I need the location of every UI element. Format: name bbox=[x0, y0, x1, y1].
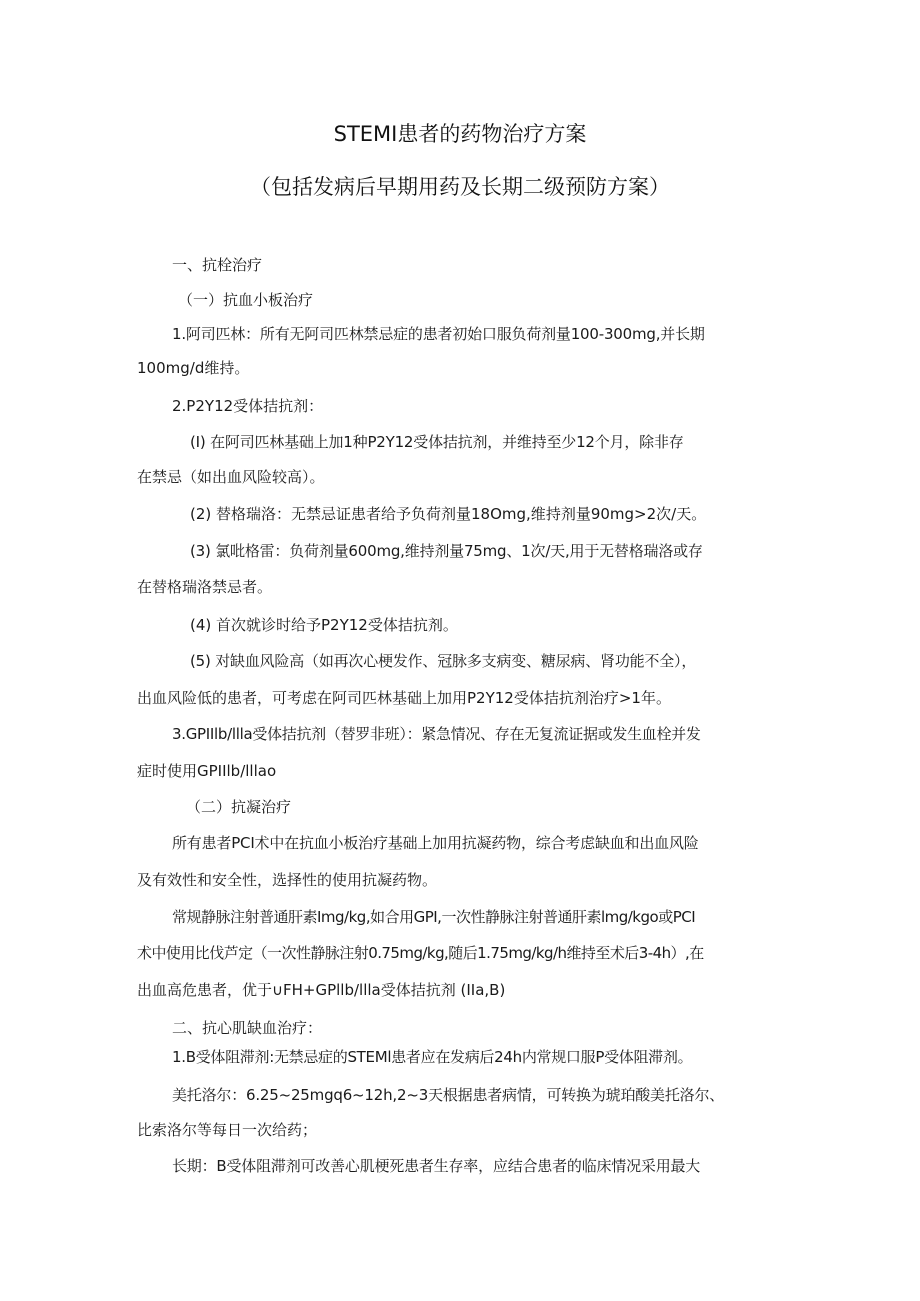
section-heading-anti-ischemia: 二、抗心肌缺血治疗： bbox=[172, 1019, 323, 1037]
paragraph-line: 100mg/d维持。 bbox=[137, 359, 250, 377]
paragraph-line: 出血高危患者，优于∪FH+GPllb/llla受体拮抗剂 (IIa,B) bbox=[137, 981, 506, 999]
paragraph-line: 3.GPIIlb/llla受体拮抗剂（替罗非班）：紧急情况、存在无复流证据或发生血栓并发 bbox=[172, 725, 701, 743]
paragraph-line: 症时使用GPIIlb/lllao bbox=[137, 762, 277, 780]
paragraph-line: (I) 在阿司匹林基础上加1种P2Y12受体拮抗剂，并维持至少12个月，除非存 bbox=[190, 433, 684, 451]
paragraph-line: 所有患者PCI术中在抗血小板治疗基础上加用抗凝药物，综合考虑缺血和出血风险 bbox=[172, 834, 699, 852]
paragraph-line: 长期：B受体阻滞剂可改善心肌梗死患者生存率，应结合患者的临床情况采用最大 bbox=[172, 1157, 701, 1175]
paragraph-line: 术中使用比伐芦定（一次性静脉注射0.75mg∕kg,随后1.75mg/kg/h维持至术后3-4h）,在 bbox=[137, 944, 704, 962]
paragraph-line: 在替格瑞洛禁忌者。 bbox=[137, 578, 273, 596]
section-heading-antithrombotic: 一、抗栓治疗 bbox=[172, 256, 263, 274]
paragraph-line: (5) 对缺血风险高（如再次心梗发作、冠脉多支病变、糖尿病、肾功能不全）， bbox=[190, 652, 697, 670]
paragraph-line: 在禁忌（如出血风险较高）。 bbox=[137, 468, 325, 486]
paragraph-line: 及有效性和安全性，选择性的使用抗凝药物。 bbox=[137, 871, 438, 889]
document-subtitle: （包括发病后早期用药及长期二级预防方案） bbox=[250, 175, 670, 199]
paragraph-line: 美托洛尔：6.25~25mgq6~12h,2~3天根据患者病情，可转换为琥珀酸美托洛尔、 bbox=[172, 1086, 725, 1104]
paragraph-line: (3) 氯吡格雷：负荷剂量600mg,维持剂量75mg、1次/天,用于无替格瑞洛或存 bbox=[190, 542, 703, 560]
paragraph-line: 2.P2Y12受体拮抗剂： bbox=[172, 397, 324, 415]
subsection-heading-antiplatelet: （一）抗血小板治疗 bbox=[178, 291, 314, 309]
paragraph-line: 比索洛尔等每日一次给药； bbox=[137, 1121, 318, 1139]
subsection-heading-anticoagulation: （二）抗凝治疗 bbox=[186, 798, 292, 816]
paragraph-line: (2) 替格瑞洛：无禁忌证患者给予负荷剂量18Omg,维持剂量90mg>2次/天。 bbox=[190, 505, 707, 523]
paragraph-line: 1.阿司匹林：所有无阿司匹林禁忌症的患者初始口服负荷剂量100-300mg,并长期 bbox=[172, 325, 705, 343]
paragraph-line: (4) 首次就诊时给予P2Y12受体拮抗剂。 bbox=[190, 616, 458, 634]
paragraph-line: 出血风险低的患者，可考虑在阿司匹林基础上加用P2Y12受体拮抗剂治疗>1年。 bbox=[137, 689, 671, 707]
document-title: STEMI患者的药物治疗方案 bbox=[333, 122, 587, 146]
paragraph-line: 1.B受体阻滞剂:无禁忌症的STEMl患者应在发病后24h内常规口服P受体阻滞剂。 bbox=[172, 1048, 693, 1066]
paragraph-line: 常规静脉注射普通肝素Img∕kg,如合用GPI,一次性静脉注射普通肝素lmg/kgo或PCI bbox=[172, 908, 696, 926]
